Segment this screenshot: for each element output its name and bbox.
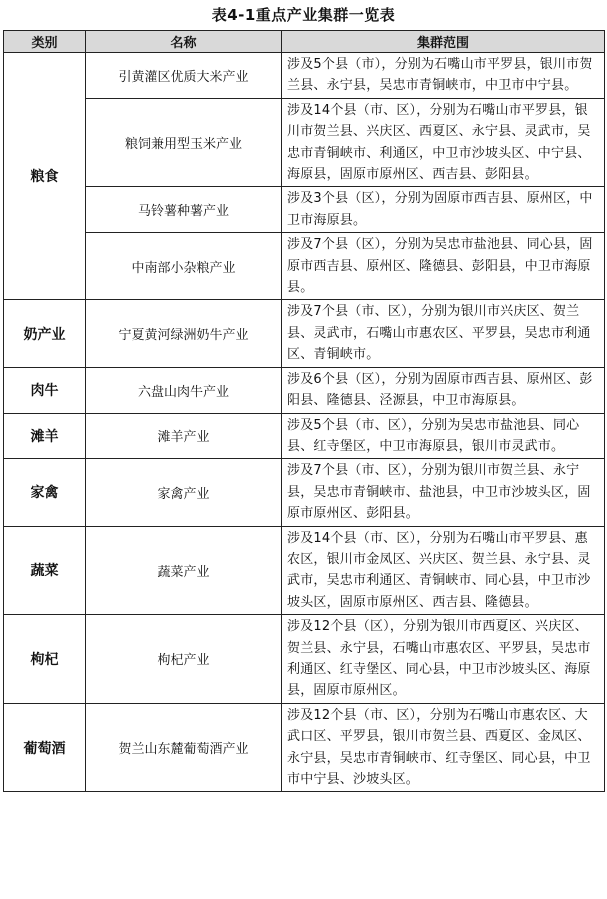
category-cell: 枸杞 (4, 615, 86, 704)
category-cell: 葡萄酒 (4, 703, 86, 792)
category-cell: 奶产业 (4, 300, 86, 367)
industry-cluster-table (3, 30, 605, 792)
scope-cell: 涉及14个县（市、区），分别为石嘴山市平罗县、惠农区，银川市金凤区、兴庆区、贺兰县、永宁县、灵武市，吴忠市利通区、青铜峡市、同心县，中卫市沙坡头区，固原市原州区、西吉县、隆德县。 (282, 526, 605, 615)
name-cell: 枸杞产业 (86, 615, 282, 704)
name-cell: 宁夏黄河绿洲奶牛产业 (86, 300, 282, 367)
name-cell: 粮饲兼用型玉米产业 (86, 98, 282, 187)
scope-cell: 涉及7个县（区），分别为吴忠市盐池县、同心县，固原市西吉县、原州区、隆德县、彭阳县，中卫市海原县。 (282, 233, 605, 300)
scope-cell: 涉及14个县（市、区），分别为石嘴山市平罗县，银川市贺兰县、兴庆区、西夏区、永宁县、灵武市，吴忠市青铜峡市、利通区，中卫市沙坡头区、中宁县、海原县，固原市原州区、西吉县、彭阳县。 (282, 98, 605, 187)
table-row (4, 233, 605, 300)
scope-cell: 涉及12个县（市、区），分别为石嘴山市惠农区、大武口区、平罗县，银川市贺兰县、西夏区、金凤区、永宁县，吴忠市青铜峡市、红寺堡区、同心县，中卫市中宁县、沙坡头区。 (282, 703, 605, 792)
table-title: 表4-1重点产业集群一览表 (211, 6, 396, 24)
name-cell: 中南部小杂粮产业 (86, 233, 282, 300)
table-row (4, 300, 605, 367)
scope-cell: 涉及3个县（区），分别为固原市西吉县、原州区，中卫市海原县。 (282, 187, 605, 233)
category-cell: 蔬菜 (4, 526, 86, 615)
table-row (4, 98, 605, 187)
table-row (4, 615, 605, 704)
scope-cell: 涉及6个县（区），分别为固原市西吉县、原州区、彭阳县、隆德县、泾源县，中卫市海原县。 (282, 367, 605, 413)
header-name: 名称 (86, 31, 282, 53)
scope-cell: 涉及7个县（市、区），分别为银川市贺兰县、永宁县，吴忠市青铜峡市、盐池县，中卫市沙坡头区，固原市原州区、彭阳县。 (282, 459, 605, 526)
category-cell: 肉牛 (4, 367, 86, 413)
scope-cell: 涉及12个县（区），分别为银川市西夏区、兴庆区、贺兰县、永宁县，石嘴山市惠农区、平罗县，吴忠市利通区、红寺堡区、同心县，中卫市沙坡头区、海原县，固原市原州区。 (282, 615, 605, 704)
table-row (4, 526, 605, 615)
category-cell: 滩羊 (4, 413, 86, 459)
table-row (4, 367, 605, 413)
header-scope: 集群范围 (282, 31, 605, 53)
name-cell: 蔬菜产业 (86, 526, 282, 615)
table-row (4, 187, 605, 233)
name-cell: 马铃薯种薯产业 (86, 187, 282, 233)
name-cell: 引黄灌区优质大米产业 (86, 53, 282, 99)
name-cell: 滩羊产业 (86, 413, 282, 459)
name-cell: 六盘山肉牛产业 (86, 367, 282, 413)
table-header-row (4, 31, 605, 53)
name-cell: 家禽产业 (86, 459, 282, 526)
scope-cell: 涉及7个县（市、区），分别为银川市兴庆区、贺兰县、灵武市，石嘴山市惠农区、平罗县，吴忠市利通区、青铜峡市。 (282, 300, 605, 367)
table-row (4, 53, 605, 99)
scope-cell: 涉及5个县（市、区），分别为吴忠市盐池县、同心县、红寺堡区，中卫市海原县，银川市灵武市。 (282, 413, 605, 459)
category-cell: 家禽 (4, 459, 86, 526)
category-cell: 粮食 (4, 53, 86, 300)
scope-cell: 涉及5个县（市），分别为石嘴山市平罗县，银川市贺兰县、永宁县，吴忠市青铜峡市，中卫市中宁县。 (282, 53, 605, 99)
table-row (4, 413, 605, 459)
table-row (4, 459, 605, 526)
header-category: 类别 (4, 31, 86, 53)
table-row (4, 703, 605, 792)
name-cell: 贺兰山东麓葡萄酒产业 (86, 703, 282, 792)
